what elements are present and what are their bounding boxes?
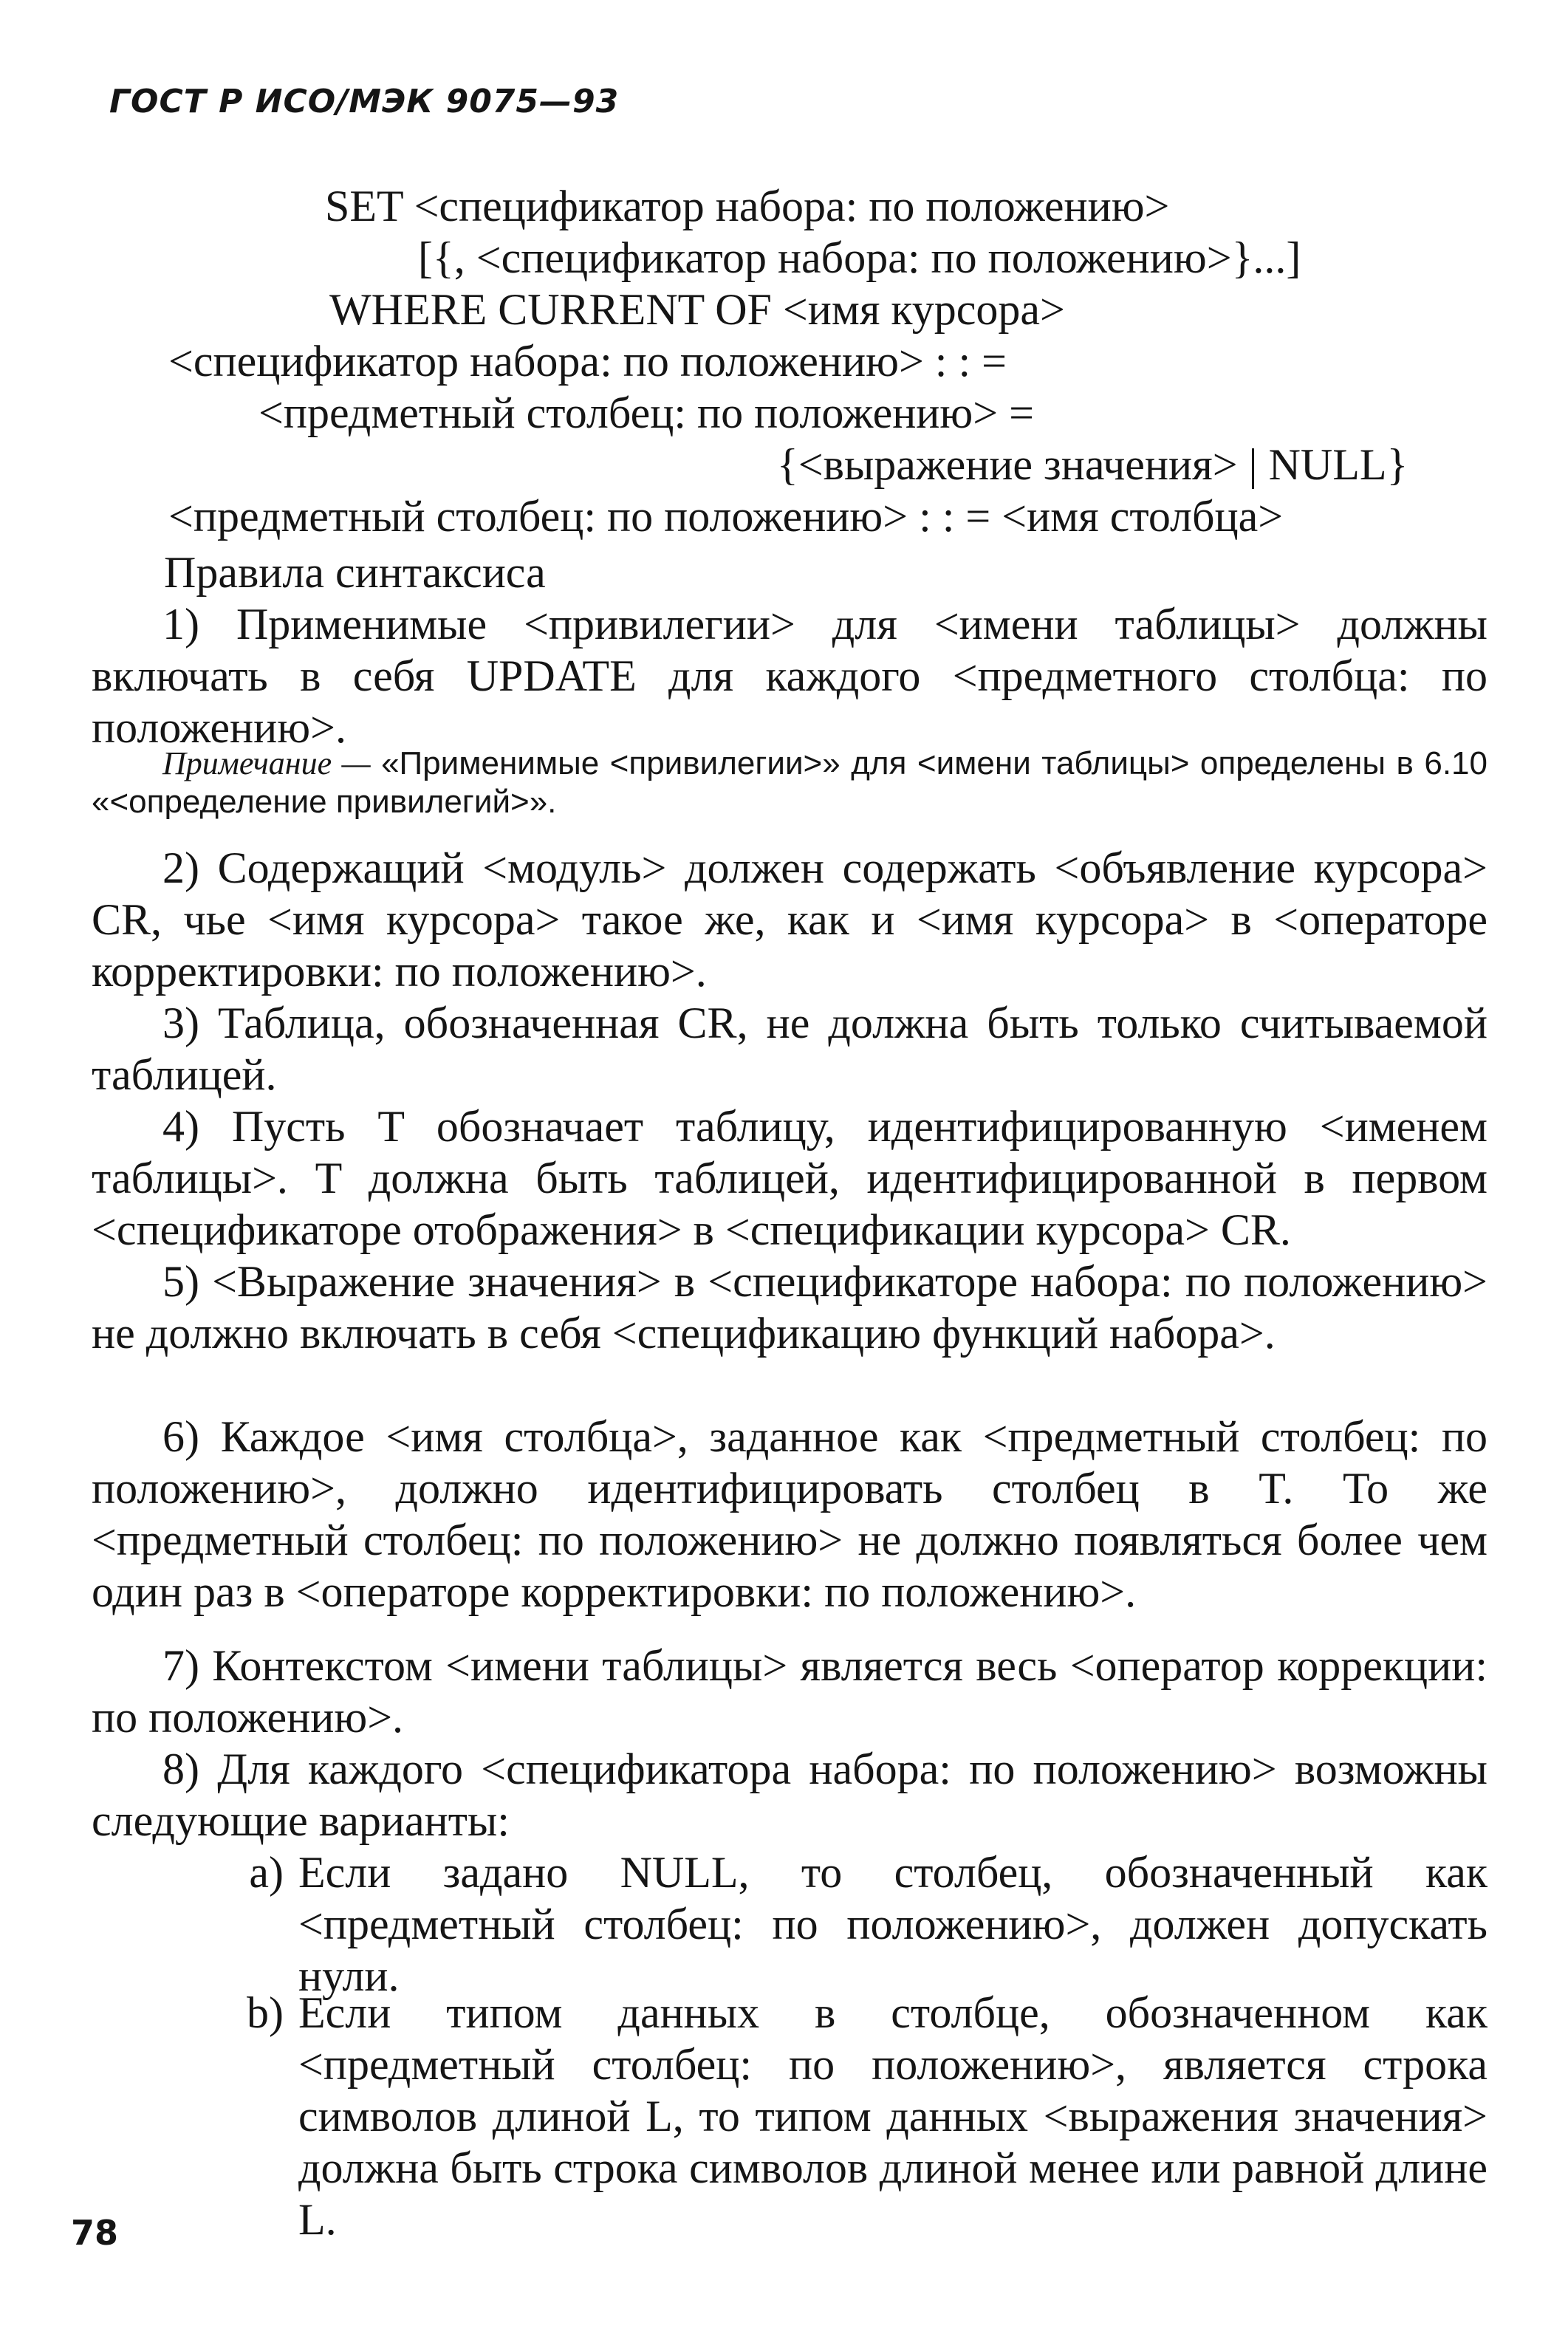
rule-7: 7) Контекстом <имени таблицы> является весь <оператор коррекции: по положению>. bbox=[92, 1641, 1487, 1742]
rule-4: 4) Пусть T обозначает таблицу, идентифицированную <именем таблицы>. T должна быть таблицей, идентифицированной в первом <спецификаторе отображения> в <спецификации курсора> CR. bbox=[92, 1102, 1487, 1254]
grammar-spec-rhs: <предметный столбец: по положению> = bbox=[259, 389, 1034, 437]
rule-1: 1) Применимые <привилегии> для <имени таблицы> должны включать в себя UPDATE для каждого <предметного столбца: по положению>. bbox=[92, 600, 1487, 752]
grammar-column-definition: <предметный столбец: по положению> : : = <имя столбца> bbox=[168, 492, 1284, 541]
grammar-set-continuation: [{, <спецификатор набора: по положению>}...] bbox=[418, 233, 1301, 282]
rule-3: 3) Таблица, обозначенная CR, не должна быть только считываемой таблицей. bbox=[92, 999, 1487, 1099]
item-a-text: Если задано NULL, то столбец, обозначенный как <предметный столбец: по положению>, должен допускать нули. bbox=[298, 1848, 1487, 2000]
grammar-set-line: SET <спецификатор набора: по положению> bbox=[325, 182, 1170, 230]
rule-2: 2) Содержащий <модуль> должен содержать <объявление курсора> CR, чье <имя курсора> такое же, как и <имя курсора> в <операторе корректировки: по положению>. bbox=[92, 843, 1487, 996]
running-header: ГОСТ Р ИСО/МЭК 9075—93 bbox=[109, 83, 620, 120]
section-title: Правила синтаксиса bbox=[164, 548, 546, 597]
grammar-where-line: WHERE CURRENT OF <имя курсора> bbox=[329, 285, 1065, 334]
grammar-spec-expression: {<выражение значения> | NULL} bbox=[777, 440, 1408, 489]
item-b-text: Если типом данных в столбце, обозначенном как <предметный столбец: по положению>, является строка символов длиной L, то типом данных <выражения значения> должна быть строка символов длиной менее или равной длине L. bbox=[298, 1988, 1487, 2244]
rule-8-item-a bbox=[249, 1847, 1487, 2002]
note-text: «Применимые <привилегии>» для <имени таблицы> определены в 6.10 «<определение привилегий>». bbox=[92, 745, 1487, 820]
rule-8: 8) Для каждого <спецификатора набора: по положению> возможны следующие варианты: bbox=[92, 1745, 1487, 1845]
item-a-marker: а) bbox=[249, 1848, 284, 1897]
note-label: Примечание — bbox=[162, 745, 371, 781]
item-b-marker: b) bbox=[247, 1988, 284, 2037]
grammar-spec-definition: <спецификатор набора: по положению> : : = bbox=[168, 337, 1007, 386]
rule-note bbox=[92, 745, 1487, 821]
rule-8-item-b bbox=[247, 1987, 1487, 2245]
rule-5: 5) <Выражение значения> в <спецификаторе набора: по положению> не должно включать в себя <спецификацию функций набора>. bbox=[92, 1257, 1487, 1358]
rule-6: 6) Каждое <имя столбца>, заданное как <предметный столбец: по положению>, должно идентифицировать столбец в T. То же <предметный столбец: по положению> не должно появляться более чем один раз в <операторе корректировки: по положению>. bbox=[92, 1412, 1487, 1616]
page-number: 78 bbox=[71, 2213, 119, 2253]
